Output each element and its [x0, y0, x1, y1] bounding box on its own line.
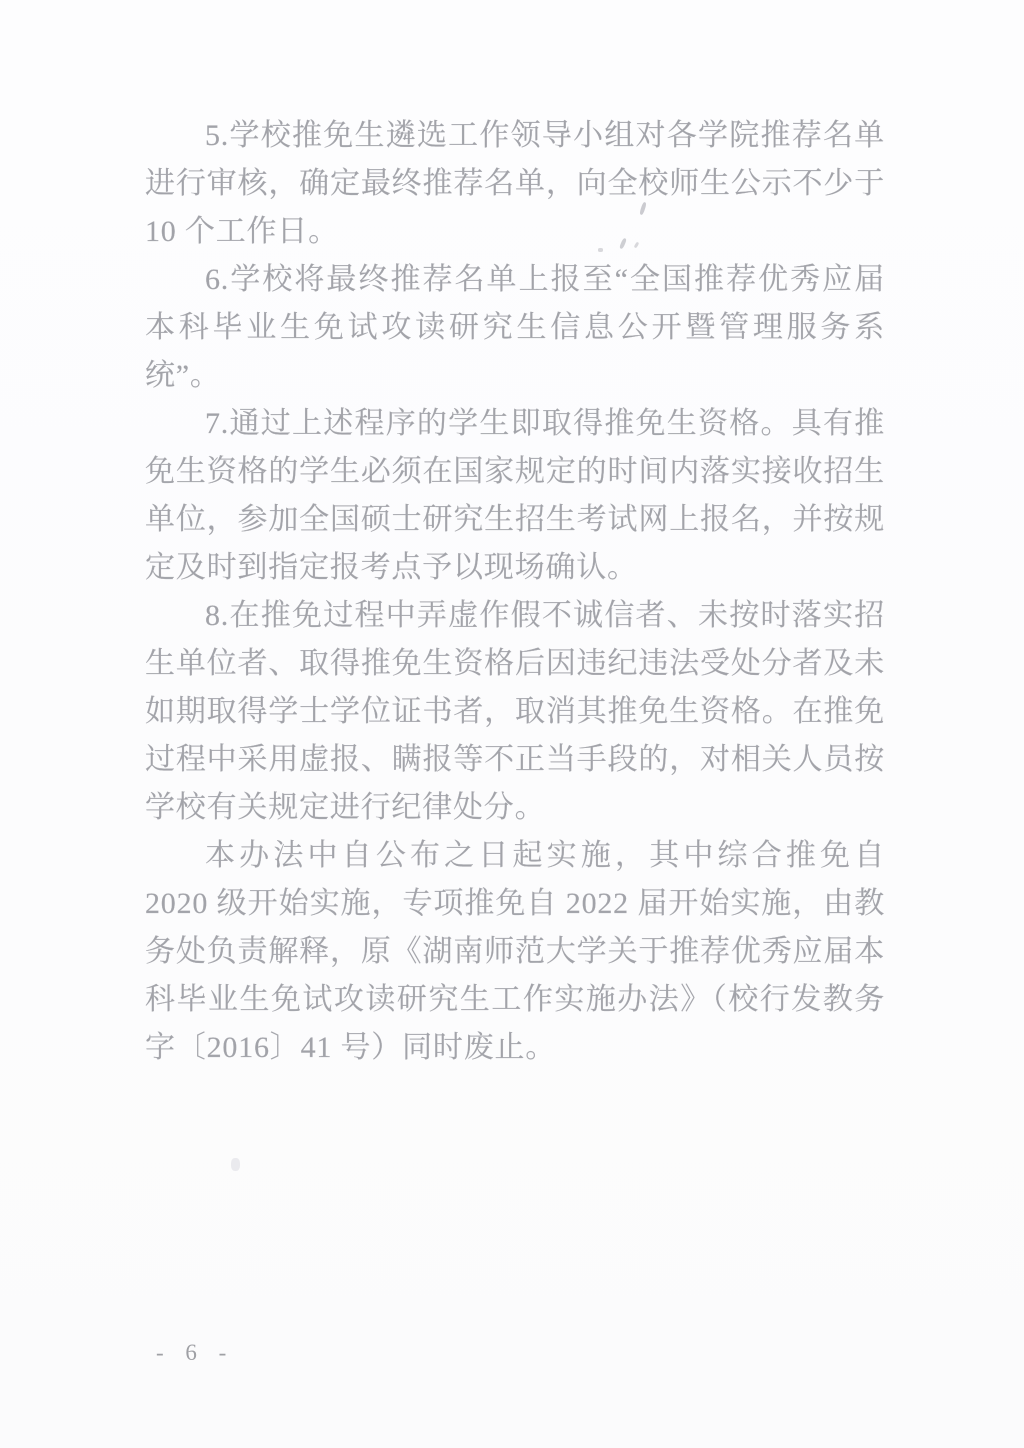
paragraph: 5.学校推免生遴选工作领导小组对各学院推荐名单进行审核，确定最终推荐名单，向全校师生公示不少于 10 个工作日。: [145, 119, 885, 248]
paragraph: 8.在推免过程中弄虚作假不诚信者、未按时落实招生单位者、取得推免生资格后因违纪违法受处分者及未如期取得学士学位证书者，取消其推免生资格。在推免过程中采用虚报、瞒报等不正当手段的，对相关人员按学校有关规定进行纪律处分。: [145, 599, 885, 824]
paragraph: 7.通过上述程序的学生即取得推免生资格。具有推免生资格的学生必须在国家规定的时间内落实接收招生单位，参加全国硕士研究生招生考试网上报名，并按规定及时到指定报考点予以现场确认。: [145, 407, 885, 584]
document-body: [145, 112, 885, 1072]
paragraph: 本办法中自公布之日起实施，其中综合推免自 2020 级开始实施，专项推免自 2022 届开始实施，由教务处负责解释，原《湖南师范大学关于推荐优秀应届本科毕业生免试攻读研究生工作实施办法》（校行发教务字〔2016〕41 号）同时废止。: [145, 839, 885, 1064]
paragraph: 6.学校将最终推荐名单上报至“全国推荐优秀应届本科毕业生免试攻读研究生信息公开暨管理服务系统”。: [145, 263, 885, 392]
scan-speckle: [231, 1158, 240, 1171]
scan-speckle: [598, 248, 603, 252]
page-number: - 6 -: [156, 1340, 230, 1365]
